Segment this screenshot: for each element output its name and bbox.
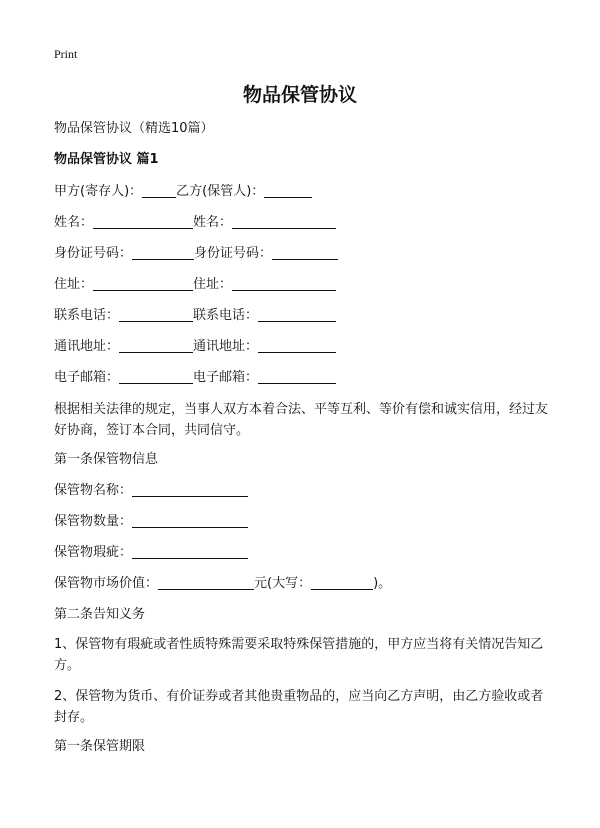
item-defects-blank bbox=[132, 544, 248, 559]
mail-address-blank-b bbox=[258, 338, 336, 353]
mail-address-blank-a bbox=[119, 338, 193, 353]
name-label-a: 姓名： bbox=[54, 215, 94, 230]
item-defects-label: 保管物瑕疵： bbox=[54, 545, 133, 560]
party-b-label: 乙方(保管人)： bbox=[176, 184, 265, 199]
item-quantity-row bbox=[54, 513, 248, 531]
party-a-label: 甲方(寄存人)： bbox=[54, 184, 143, 199]
name-blank-a bbox=[93, 214, 193, 229]
mail-address-label-a: 通讯地址： bbox=[54, 339, 120, 354]
item-value-row bbox=[54, 575, 391, 593]
name-blank-b bbox=[232, 214, 336, 229]
item-name-blank bbox=[132, 482, 248, 497]
document-subtitle: 物品保管协议（精选10篇） bbox=[54, 121, 214, 136]
document-title: 物品保管协议 bbox=[242, 84, 357, 106]
id-blank-a bbox=[132, 245, 194, 260]
article-1-heading: 第一条保管物信息 bbox=[54, 452, 159, 467]
article-2-item-2: 2、保管物为货币、有价证券或者其他贵重物品的，应当向乙方声明，由乙方验收或者封存。 bbox=[54, 689, 544, 725]
email-blank-b bbox=[258, 369, 336, 384]
address-row bbox=[54, 276, 336, 294]
item-name-row bbox=[54, 482, 248, 500]
id-blank-b bbox=[272, 245, 338, 260]
phone-label-b: 联系电话： bbox=[193, 308, 259, 323]
article-2-item-1: 1、保管物有瑕疵或者性质特殊需要采取特殊保管措施的，甲方应当将有关情况告知乙方。 bbox=[54, 637, 544, 673]
id-row bbox=[54, 245, 338, 263]
party-b-blank bbox=[264, 183, 312, 198]
intro-paragraph: 根据相关法律的规定，当事人双方本着合法、平等互利、等价有偿和诚实信用，经过友好协商，签订本合同，共同信守。 bbox=[54, 402, 549, 438]
address-label-a: 住址： bbox=[54, 277, 94, 292]
phone-blank-a bbox=[119, 307, 193, 322]
item-value-label: 保管物市场价值： bbox=[54, 576, 159, 591]
item-name-label: 保管物名称： bbox=[54, 483, 133, 498]
phone-label-a: 联系电话： bbox=[54, 308, 120, 323]
article-2-heading: 第二条告知义务 bbox=[54, 607, 146, 622]
yuan-uppercase-label: 元(大写： bbox=[254, 576, 312, 591]
name-row bbox=[54, 214, 336, 232]
print-link[interactable]: Print bbox=[54, 47, 78, 61]
mail-address-row bbox=[54, 338, 336, 356]
section-heading: 物品保管协议 篇1 bbox=[54, 152, 159, 167]
uppercase-amount-blank bbox=[311, 575, 373, 590]
name-label-b: 姓名： bbox=[193, 215, 233, 230]
party-a-blank bbox=[142, 183, 176, 198]
article-3-heading: 第一条保管期限 bbox=[54, 739, 146, 754]
phone-blank-b bbox=[258, 307, 336, 322]
phone-row bbox=[54, 307, 336, 325]
email-label-a: 电子邮箱： bbox=[54, 370, 120, 385]
item-value-blank bbox=[158, 575, 254, 590]
address-blank-a bbox=[93, 276, 193, 291]
mail-address-label-b: 通讯地址： bbox=[193, 339, 259, 354]
item-quantity-blank bbox=[132, 513, 248, 528]
email-blank-a bbox=[119, 369, 193, 384]
item-defects-row bbox=[54, 544, 248, 562]
email-row bbox=[54, 369, 336, 387]
item-quantity-label: 保管物数量： bbox=[54, 514, 133, 529]
party-row bbox=[54, 183, 312, 201]
id-label-a: 身份证号码： bbox=[54, 246, 133, 261]
email-label-b: 电子邮箱： bbox=[193, 370, 259, 385]
address-blank-b bbox=[232, 276, 336, 291]
address-label-b: 住址： bbox=[193, 277, 233, 292]
close-paren: )。 bbox=[373, 576, 392, 591]
id-label-b: 身份证号码： bbox=[194, 246, 273, 261]
